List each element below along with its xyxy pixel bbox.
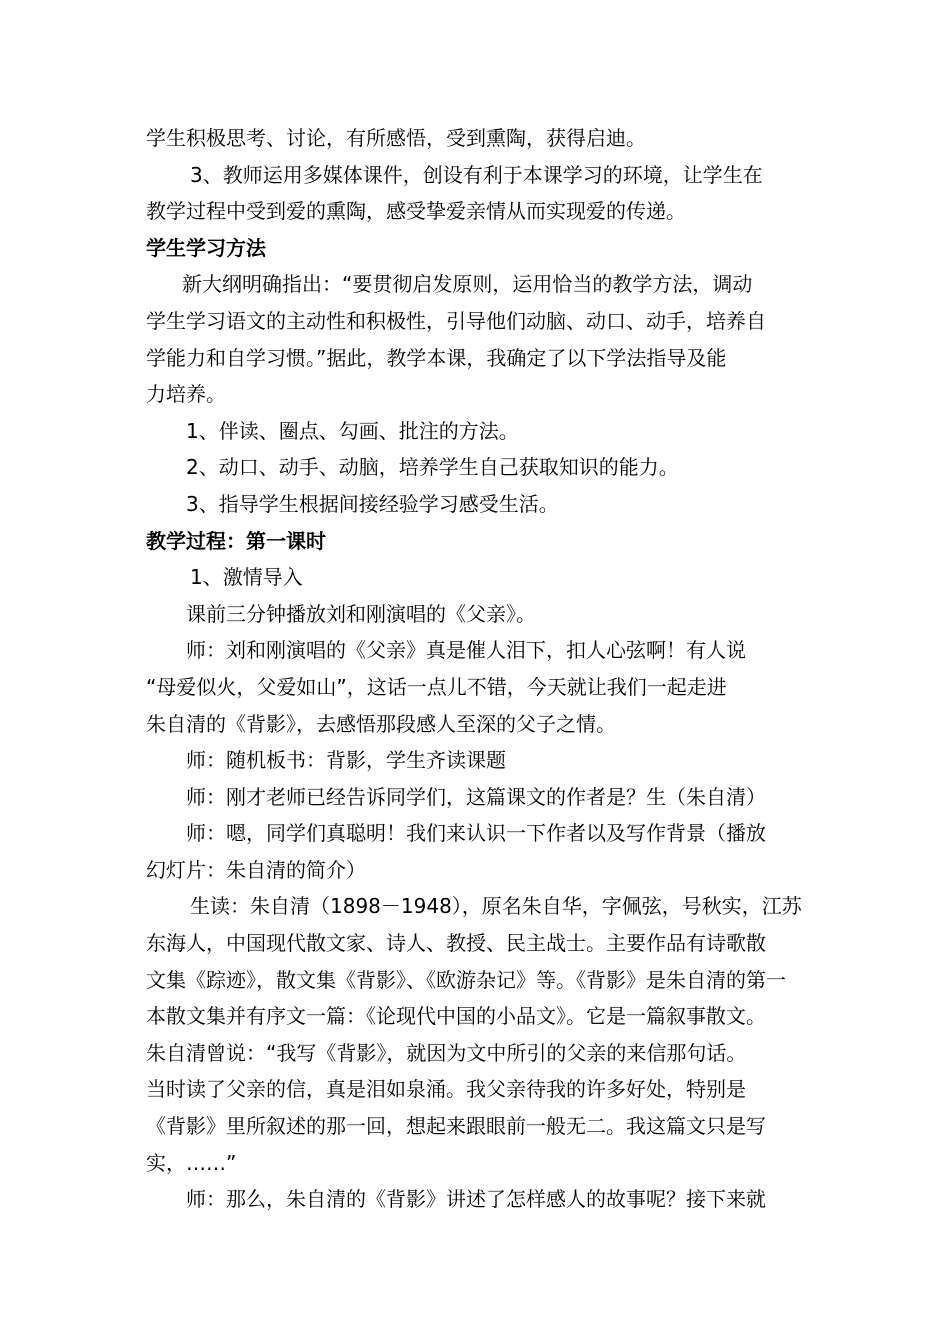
paragraph-line: 1、激情导入 — [190, 565, 303, 590]
paragraph-line: 师：随机板书：背影，学生齐读课题 — [186, 748, 506, 773]
paragraph-line: 学生积极思考、讨论，有所感悟，受到熏陶，获得启迪。 — [146, 126, 646, 150]
paragraph-line: 1、伴读、圈点、勾画、批注的方法。 — [186, 418, 519, 443]
paragraph-line: 力培养。 — [146, 382, 226, 407]
paragraph-line: 东海人，中国现代散文家、诗人、教授、民主战士。主要作品有诗歌散 — [146, 931, 766, 956]
section-heading: 教学过程：第一课时 — [146, 528, 326, 553]
section-heading: 学生学习方法 — [146, 235, 266, 260]
paragraph-line: 当时读了父亲的信，真是泪如泉涌。我父亲待我的许多好处，特别是 — [146, 1077, 746, 1102]
paragraph-line: 3、教师运用多媒体课件，创设有利于本课学习的环境，让学生在 — [190, 162, 763, 187]
paragraph-line: 新大纲明确指出：“要贯彻启发原则，运用恰当的教学方法，调动 — [182, 272, 753, 297]
paragraph-line: 师：刚才老师已经告诉同学们，这篇课文的作者是？生（朱自清） — [186, 784, 766, 809]
paragraph-line: 师：那么，朱自清的《背影》讲述了怎样感人的故事呢？接下来就 — [186, 1187, 766, 1212]
paragraph-line: 教学过程中受到爱的熏陶，感受挚爱亲情从而实现爱的传递。 — [146, 199, 686, 224]
paragraph-line: 3、指导学生根据间接经验学习感受生活。 — [186, 491, 559, 516]
paragraph-line: 《背影》里所叙述的那一回，想起来跟眼前一般无二。我这篇文只是写 — [146, 1114, 766, 1139]
paragraph-line: 实，……” — [146, 1150, 237, 1175]
document-page — [146, 120, 822, 1218]
paragraph-line: “母爱似火，父爱如山”，这话一点儿不错，今天就让我们一起走进 — [146, 674, 727, 699]
paragraph-line: 朱自清曾说：“我写《背影》，就因为文中所引的父亲的来信那句话。 — [146, 1040, 747, 1065]
paragraph-line: 课前三分钟播放刘和刚演唱的《父亲》。 — [186, 601, 536, 626]
paragraph-line: 幻灯片：朱自清的简介） — [146, 857, 366, 882]
paragraph-line: 朱自清的《背影》，去感悟那段感人至深的父子之情。 — [146, 711, 616, 736]
paragraph-line: 文集《踪迹》，散文集《背影》、《欧游杂记》等。《背影》是朱自清的第一 — [146, 967, 786, 992]
paragraph-line: 学生学习语文的主动性和积极性，引导他们动脑、动口、动手，培养自 — [146, 308, 766, 333]
paragraph-line: 本散文集并有序文一篇：《论现代中国的小品文》。它是一篇叙事散文。 — [146, 1004, 766, 1029]
paragraph-line: 师：嗯，同学们真聪明！我们来认识一下作者以及写作背景（播放 — [186, 821, 766, 846]
paragraph-line: 学能力和自学习惯。”据此，教学本课，我确定了以下学法指导及能 — [146, 345, 727, 370]
paragraph-line: 2、动口、动手、动脑，培养学生自己获取知识的能力。 — [186, 455, 679, 480]
paragraph-line: 师：刘和刚演唱的《父亲》真是催人泪下，扣人心弦啊！有人说 — [186, 638, 746, 663]
paragraph-line: 生读：朱自清（1898－1948），原名朱自华，字佩弦，号秋实，江苏 — [190, 894, 802, 919]
